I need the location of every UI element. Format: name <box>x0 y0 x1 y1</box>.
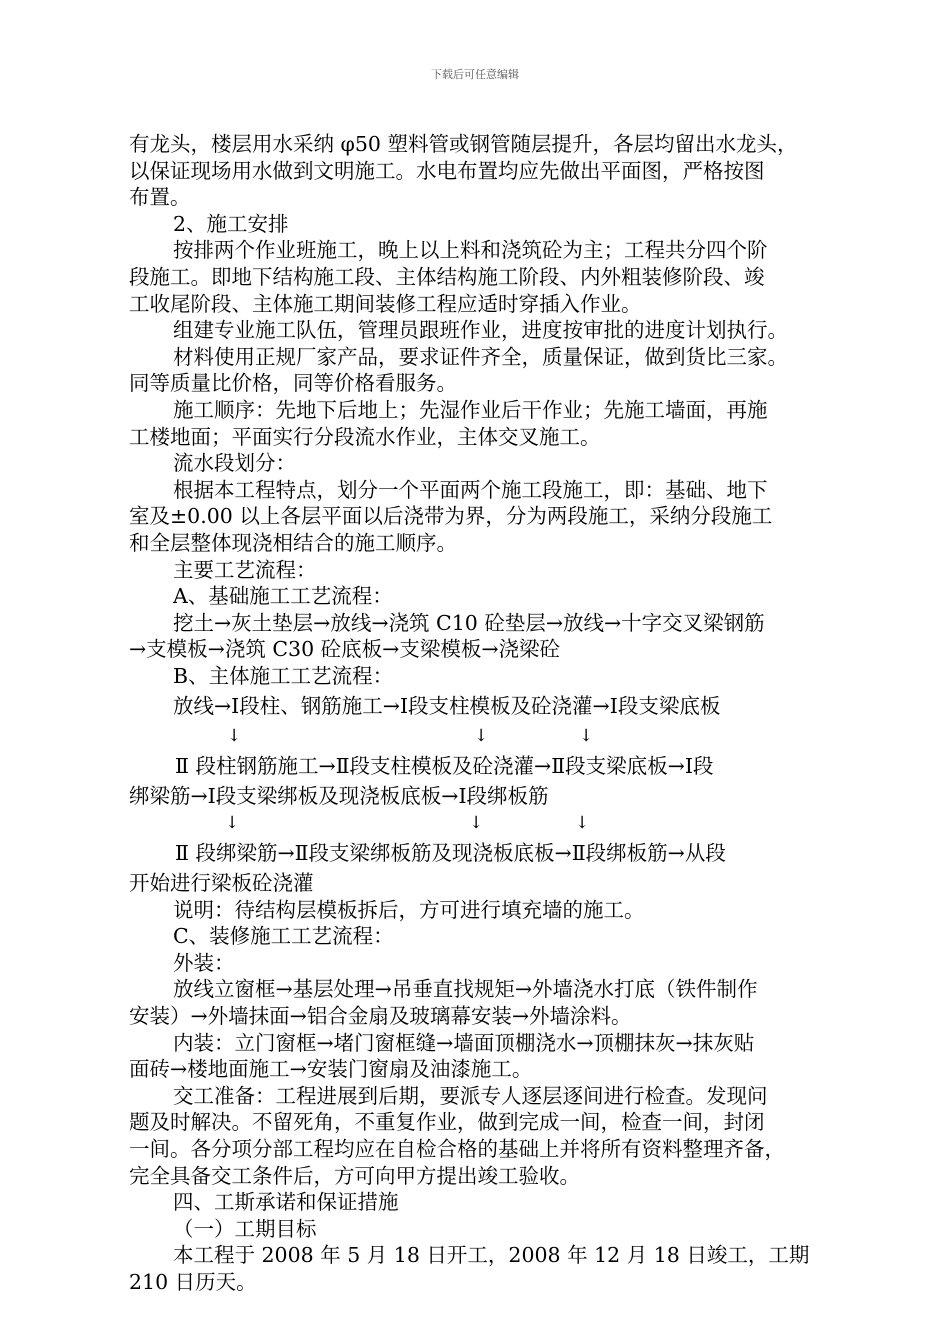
paragraph-line: 段施工。即地下结构施工段、主体结构施工阶段、内外粗装修阶段、竣 <box>129 264 765 289</box>
paragraph-line: 交工准备：工程进展到后期，要派专人逐层逐间进行检查。发现问 <box>173 1083 768 1108</box>
paragraph-line: 说明：待结构层模板拆后，方可进行填充墙的施工。 <box>173 897 645 922</box>
paragraph-line: 本工程于 2008 年 5 月 18 日开工，2008 年 12 月 18 日竣工，工期 <box>173 1243 810 1268</box>
flow-line: 挖土→灰土垫层→放线→浇筑 C10 砼垫层→放线→十字交叉梁钢筋 <box>173 610 765 635</box>
paragraph-line: 按排两个作业班施工，晚上以上料和浇筑砼为主；工程共分四个阶 <box>173 238 768 263</box>
section-heading: （一）工期目标 <box>173 1216 317 1241</box>
paragraph-line: 以保证现场用水做到文明施工。水电布置均应先做出平面图，严格按图 <box>129 158 765 183</box>
paragraph-line: 工楼地面；平面实行分段流水作业，主体交叉施工。 <box>129 424 601 449</box>
flow-line: 面砖→楼地面施工→安装门窗扇及油漆施工。 <box>129 1057 533 1082</box>
flow-line: 开始进行梁板砼浇灌 <box>129 871 314 896</box>
flow-line: Ⅱ 段绑梁筋→Ⅱ段支梁绑板筋及现浇板底板→Ⅱ段绑板筋→从段 <box>175 841 726 866</box>
paragraph-line: B、主体施工工艺流程： <box>173 663 394 688</box>
down-arrow-icon: ↓ <box>474 726 489 747</box>
down-arrow-icon: ↓ <box>225 813 240 834</box>
paragraph-line: 有龙头，楼层用水采纳 φ50 塑料管或钢管随层提升，各层均留出水龙头， <box>129 132 798 156</box>
section-heading: 四、工斯承诺和保证措施 <box>173 1190 399 1215</box>
flow-arrows-row <box>129 810 837 836</box>
flow-line: →支模板→浇筑 C30 砼底板→支梁模板→浇梁砼 <box>129 637 561 662</box>
flow-line: 内装：立门窗框→堵门窗框缝→墙面顶棚浇水→顶棚抹灰→抹灰贴 <box>173 1030 755 1055</box>
paragraph-line: C、装修施工工艺流程： <box>173 924 394 949</box>
paragraph-line: 210 日历天。 <box>129 1269 257 1294</box>
paragraph-line: 材料使用正规厂家产品，要求证件齐全，质量保证，做到货比三家。 <box>173 344 788 369</box>
paragraph-line: 一间。各分项分部工程均应在自检合格的基础上并将所有资料整理齐备， <box>129 1137 785 1161</box>
section-heading: 2、施工安排 <box>173 211 289 236</box>
down-arrow-icon: ↓ <box>575 813 590 834</box>
paragraph-line: 题及时解决。不留死角，不重复作业，做到完成一间，检查一间，封闭 <box>129 1110 765 1135</box>
paragraph-line: 工收尾阶段、主体施工期间装修工程应适时穿插入作业。 <box>129 291 642 316</box>
paragraph-line: 流水段划分： <box>173 451 296 476</box>
paragraph-line: A、基础施工工艺流程： <box>173 584 393 609</box>
paragraph-line: 布置。 <box>129 185 191 210</box>
page-header: 下载后可任意编辑 <box>431 68 519 81</box>
paragraph-line: 主要工艺流程： <box>173 557 317 582</box>
document-body <box>129 131 837 1296</box>
flow-line: Ⅱ 段柱钢筋施工→Ⅱ段支柱模板及砼浇灌→Ⅱ段支梁底板→Ⅰ段 <box>175 754 714 779</box>
paragraph-line: 施工顺序：先地下后地上；先湿作业后干作业；先施工墙面，再施 <box>173 397 768 422</box>
flow-line: 放线→Ⅰ段柱、钢筋施工→Ⅰ段支柱模板及砼浇灌→Ⅰ段支梁底板 <box>173 694 721 719</box>
paragraph-line: 根据本工程特点，划分一个平面两个施工段施工，即：基础、地下 <box>173 477 768 502</box>
down-arrow-icon: ↓ <box>227 726 242 747</box>
paragraph-line: 外装： <box>173 950 235 975</box>
down-arrow-icon: ↓ <box>579 726 594 747</box>
flow-line: 安装）→外墙抹面→铝合金扇及玻璃幕安装→外墙涂料。 <box>129 1004 632 1029</box>
paragraph-line: 和全层整体现浇相结合的施工顺序。 <box>129 530 457 555</box>
paragraph-line: 室及±0.00 以上各层平面以后浇带为界，分为两段施工，采纳分段施工 <box>129 504 773 529</box>
flow-arrows-row <box>129 723 837 749</box>
flow-line: 放线立窗框→基层处理→吊垂直找规矩→外墙浇水打底（铁件制作 <box>173 977 758 1002</box>
paragraph-line: 组建专业施工队伍，管理员跟班作业，进度按审批的进度计划执行。 <box>173 318 788 343</box>
down-arrow-icon: ↓ <box>469 813 484 834</box>
paragraph-line: 完全具备交工条件后，方可向甲方提出竣工验收。 <box>129 1163 580 1188</box>
flow-line: 绑梁筋→Ⅰ段支梁绑板及现浇板底板→Ⅰ段绑板筋 <box>129 784 549 809</box>
paragraph-line: 同等质量比价格，同等价格看服务。 <box>129 371 457 396</box>
